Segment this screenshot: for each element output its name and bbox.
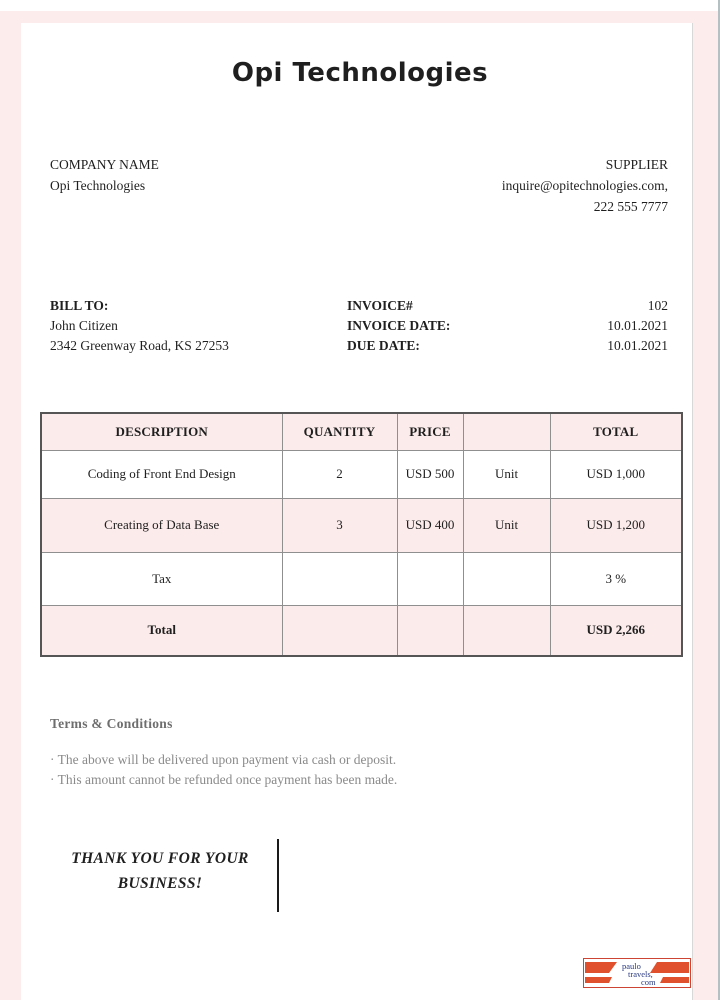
cell-price: USD 400 [397, 498, 463, 552]
terms-item: · This amount cannot be refunded once payment has been made. [50, 772, 398, 787]
supplier-label: SUPPLIER [605, 157, 668, 172]
due-date-value: 10.01.2021 [607, 338, 668, 353]
cell-price [397, 552, 463, 605]
cell-description: Total [41, 605, 282, 656]
invoice-date-value: 10.01.2021 [607, 318, 668, 333]
header-price: PRICE [397, 413, 463, 450]
company-name-value: Opi Technologies [50, 178, 146, 193]
cell-price: USD 500 [397, 450, 463, 498]
cell-price [397, 605, 463, 656]
invoice-number-label: INVOICE# [347, 298, 413, 313]
header-description: DESCRIPTION [41, 413, 282, 450]
invoice-date-label: INVOICE DATE: [347, 318, 451, 333]
logo-right-bottom-shape [660, 977, 689, 983]
line-items-table [40, 412, 683, 657]
bill-to-label: BILL TO: [50, 298, 109, 313]
cell-description: Tax [41, 552, 282, 605]
due-date-label: DUE DATE: [347, 338, 420, 353]
table-header-row [41, 413, 682, 450]
company-block [50, 154, 159, 196]
cell-quantity [282, 605, 397, 656]
header-unit [463, 413, 550, 450]
header-quantity: QUANTITY [282, 413, 397, 450]
invoice-meta-values [607, 296, 668, 356]
cell-unit: Unit [463, 450, 550, 498]
supplier-phone: 222 555 7777 [593, 199, 668, 214]
table-row-tax [41, 552, 682, 605]
cell-quantity: 2 [282, 450, 397, 498]
cell-total: USD 2,266 [550, 605, 682, 656]
thank-you-line2: BUSINESS! [117, 875, 203, 892]
cell-description: Coding of Front End Design [41, 450, 282, 498]
supplier-block [502, 154, 668, 217]
invoice-number-value: 102 [647, 298, 668, 313]
invoice-meta-labels [347, 296, 450, 356]
thank-you-note [58, 846, 262, 896]
table-row-total [41, 605, 682, 656]
cell-description: Creating of Data Base [41, 498, 282, 552]
logo-text-line3: com [641, 977, 656, 987]
cell-unit: Unit [463, 498, 550, 552]
bill-to-block [50, 296, 229, 356]
logo-text-line1: paulo [622, 961, 641, 971]
terms-item: · The above will be delivered upon payment via cash or deposit. [50, 752, 397, 767]
vertical-divider-bar [277, 839, 279, 912]
cell-total: 3 % [550, 552, 682, 605]
cell-total: USD 1,000 [550, 450, 682, 498]
paulo-travels-logo [583, 958, 691, 988]
thank-you-line1: THANK YOU FOR YOUR [71, 850, 249, 867]
invoice-company-title: Opi Technologies [231, 58, 489, 88]
cell-quantity [282, 552, 397, 605]
terms-list [50, 750, 397, 790]
table-row [41, 450, 682, 498]
logo-left-bottom-shape [585, 977, 612, 983]
bill-to-address: 2342 Greenway Road, KS 27253 [50, 338, 229, 353]
cell-unit [463, 605, 550, 656]
cell-quantity: 3 [282, 498, 397, 552]
header-total: TOTAL [550, 413, 682, 450]
cell-total: USD 1,200 [550, 498, 682, 552]
cell-unit [463, 552, 550, 605]
logo-text-line2: travels, [628, 969, 653, 979]
table-row [41, 498, 682, 552]
terms-heading: Terms & Conditions [50, 716, 173, 731]
supplier-email: inquire@opitechnologies.com, [501, 178, 668, 193]
company-name-label: COMPANY NAME [50, 157, 159, 172]
bill-to-name: John Citizen [50, 318, 118, 333]
